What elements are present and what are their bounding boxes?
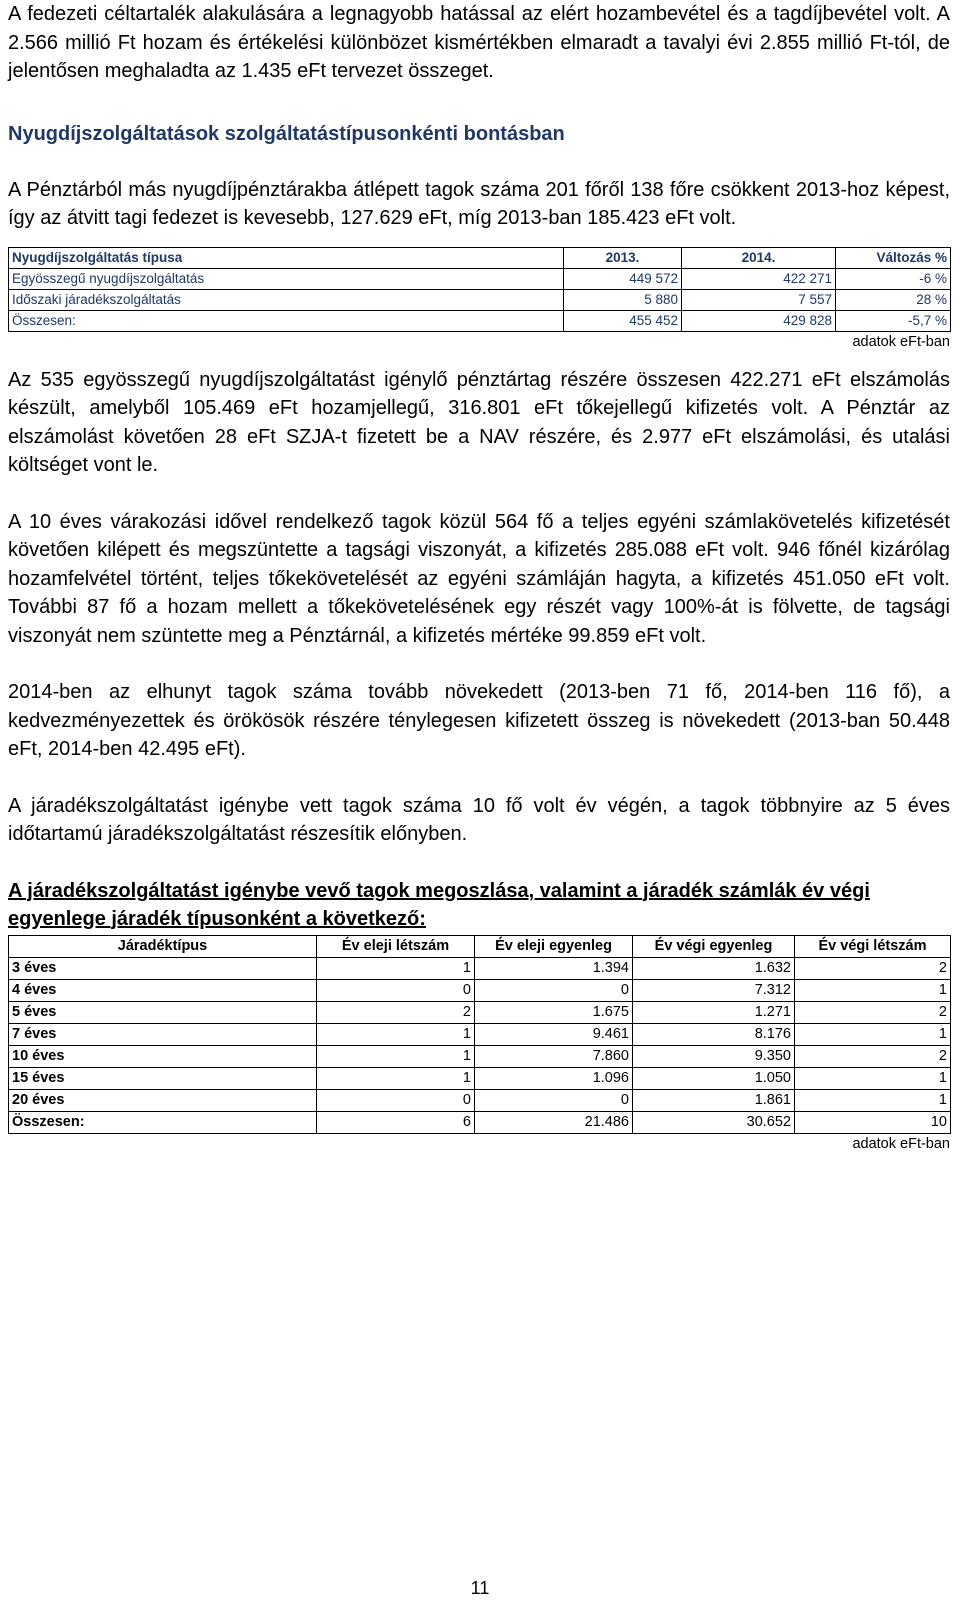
paragraph-reserve: A fedezeti céltartalék alakulására a legnagyobb hatással az elért hozambevétel és a tagdíjbevétel volt. A 2.566 millió Ft hozam és értékelési különbözet kismértékben elmaradt a tavalyi évi 2.855 millió Ft-tól, de jelentősen meghaladta az 1.435 eFt tervezet összeget. xyxy=(8,3,950,82)
table-cell: 2 xyxy=(795,1001,951,1023)
column-header: Változás % xyxy=(836,247,951,268)
table-cell: 1.675 xyxy=(475,1001,633,1023)
table-cell: 7.312 xyxy=(633,979,795,1001)
table-cell: 5 éves xyxy=(9,1001,317,1023)
table-row-total xyxy=(9,1111,951,1133)
unit-note: adatok eFt-ban xyxy=(852,1135,950,1152)
table-cell: 455 452 xyxy=(564,310,682,331)
table-cell: 5 880 xyxy=(564,289,682,310)
table-cell: 1.394 xyxy=(475,957,633,979)
unit-note: adatok eFt-ban xyxy=(852,333,950,350)
table-cell: 30.652 xyxy=(633,1111,795,1133)
table-cell: 1 xyxy=(795,1023,951,1045)
column-header: Év végi egyenleg xyxy=(633,935,795,957)
column-header: Év eleji létszám xyxy=(317,935,475,957)
column-header: Nyugdíjszolgáltatás típusa xyxy=(9,247,564,268)
paragraph-lump-sum: Az 535 egyösszegű nyugdíjszolgáltatást igénylő pénztártag részére összesen 422.271 eFt elszámolás készült, amelyből 105.469 eFt hozamjellegű, 316.801 eFt tőkejellegű kifizetés volt. A Pénztár az elszámolást követően 28 eFt SZJA-t fizetett be a NAV részére, és 2.977 eFt elszámolási, és utalási költséget vont le. xyxy=(8,368,950,476)
table-cell: 1.096 xyxy=(475,1067,633,1089)
table-cell: 7 éves xyxy=(9,1023,317,1045)
heading-annuity-distribution: A járadékszolgáltatást igénybe vevő tagok megoszlása, valamint a járadék számlák év végi egyenlege járadék típusonként a következő: xyxy=(8,879,870,930)
table-cell: Egyösszegű nyugdíjszolgáltatás xyxy=(9,268,564,289)
table-row-total xyxy=(9,310,951,331)
column-header: 2013. xyxy=(564,247,682,268)
table-row xyxy=(9,979,951,1001)
table-cell: 7.860 xyxy=(475,1045,633,1067)
column-header: Év eleji egyenleg xyxy=(475,935,633,957)
table-cell: Összesen: xyxy=(9,1111,317,1133)
table-cell: 0 xyxy=(317,979,475,1001)
table-row xyxy=(9,1001,951,1023)
table-cell: 9.350 xyxy=(633,1045,795,1067)
table-cell: 21.486 xyxy=(475,1111,633,1133)
table-cell: 1 xyxy=(317,1067,475,1089)
table-row xyxy=(9,268,951,289)
table-cell: 0 xyxy=(475,1089,633,1111)
table-cell: 1.632 xyxy=(633,957,795,979)
table-cell: 0 xyxy=(475,979,633,1001)
table-cell: Időszaki járadékszolgáltatás xyxy=(9,289,564,310)
table-row xyxy=(9,1067,951,1089)
table-cell: 1 xyxy=(317,1045,475,1067)
table-cell: -6 % xyxy=(836,268,951,289)
document-page xyxy=(8,0,950,1154)
table-row xyxy=(9,1023,951,1045)
table-row xyxy=(9,289,951,310)
table-cell: 15 éves xyxy=(9,1067,317,1089)
table-row xyxy=(9,1089,951,1111)
table-cell: 1.861 xyxy=(633,1089,795,1111)
table-row xyxy=(9,957,951,979)
table-cell: 7 557 xyxy=(682,289,836,310)
paragraph-annuity: A járadékszolgáltatást igénybe vett tagok száma 10 fő volt év végén, a tagok többnyire az 5 éves időtartamú járadékszolgáltatást részesítik előnyben. xyxy=(8,794,950,845)
paragraph-deceased: 2014-ben az elhunyt tagok száma tovább növekedett (2013-ben 71 fő, 2014-ben 116 fő), a kedvezményezettek és örökösök részére ténylegesen kifizetett összeg is növekedett (2013-ban 50.448 eFt, 2014-ben 42.495 eFt). xyxy=(8,681,950,760)
table-cell: 10 éves xyxy=(9,1045,317,1067)
table-cell: 449 572 xyxy=(564,268,682,289)
table-cell: 10 xyxy=(795,1111,951,1133)
table-header-row xyxy=(9,247,951,268)
table-cell: 8.176 xyxy=(633,1023,795,1045)
paragraph-transfers: A Pénztárból más nyugdíjpénztárakba átlépett tagok száma 201 főről 138 főre csökkent 2013-hoz képest, így az átvitt tagi fedezet is kevesebb, 127.629 eFt, míg 2013-ban 185.423 eFt volt. xyxy=(8,178,950,229)
table-cell: 28 % xyxy=(836,289,951,310)
pension-service-table xyxy=(8,247,951,332)
table-cell: 6 xyxy=(317,1111,475,1133)
table-cell: 1 xyxy=(795,1089,951,1111)
paragraph-waiting-period: A 10 éves várakozási idővel rendelkező tagok közül 564 fő a teljes egyéni számlakövetelés kifizetését követően kilépett és megszüntette a tagsági viszonyát, a kifizetés 285.088 eFt volt. 946 főnél kizárólag hozamfelvétel történt, teljes tőkekövetelését az egyéni számláján hagyta, a kifizetés 451.050 eFt volt. További 87 fő a hozam mellett a tőkekövetelésének egy részét vagy 100%-át is fölvette, de tagsági viszonyát nem szüntette meg a Pénztárnál, a kifizetés mértéke 99.859 eFt volt. xyxy=(8,510,950,647)
table-cell: -5,7 % xyxy=(836,310,951,331)
table-cell: 1.271 xyxy=(633,1001,795,1023)
table-cell: 1 xyxy=(795,1067,951,1089)
table-cell: 1 xyxy=(317,1023,475,1045)
table-cell: 0 xyxy=(317,1089,475,1111)
table-header-row xyxy=(9,935,951,957)
column-header: Járadéktípus xyxy=(9,935,317,957)
table-row xyxy=(9,1045,951,1067)
table-cell: 9.461 xyxy=(475,1023,633,1045)
annuity-table xyxy=(8,935,951,1134)
table-cell: 2 xyxy=(795,957,951,979)
column-header: Év végi létszám xyxy=(795,935,951,957)
table-cell: 1 xyxy=(317,957,475,979)
table-cell: Összesen: xyxy=(9,310,564,331)
table-cell: 1 xyxy=(795,979,951,1001)
table-cell: 3 éves xyxy=(9,957,317,979)
table-cell: 4 éves xyxy=(9,979,317,1001)
heading-pension-services: Nyugdíjszolgáltatások szolgáltatástípusonkénti bontásban xyxy=(8,122,565,145)
table-cell: 20 éves xyxy=(9,1089,317,1111)
table-cell: 2 xyxy=(317,1001,475,1023)
page-number: 11 xyxy=(470,1578,490,1598)
table-cell: 2 xyxy=(795,1045,951,1067)
table-cell: 429 828 xyxy=(682,310,836,331)
table-cell: 1.050 xyxy=(633,1067,795,1089)
column-header: 2014. xyxy=(682,247,836,268)
table-cell: 422 271 xyxy=(682,268,836,289)
